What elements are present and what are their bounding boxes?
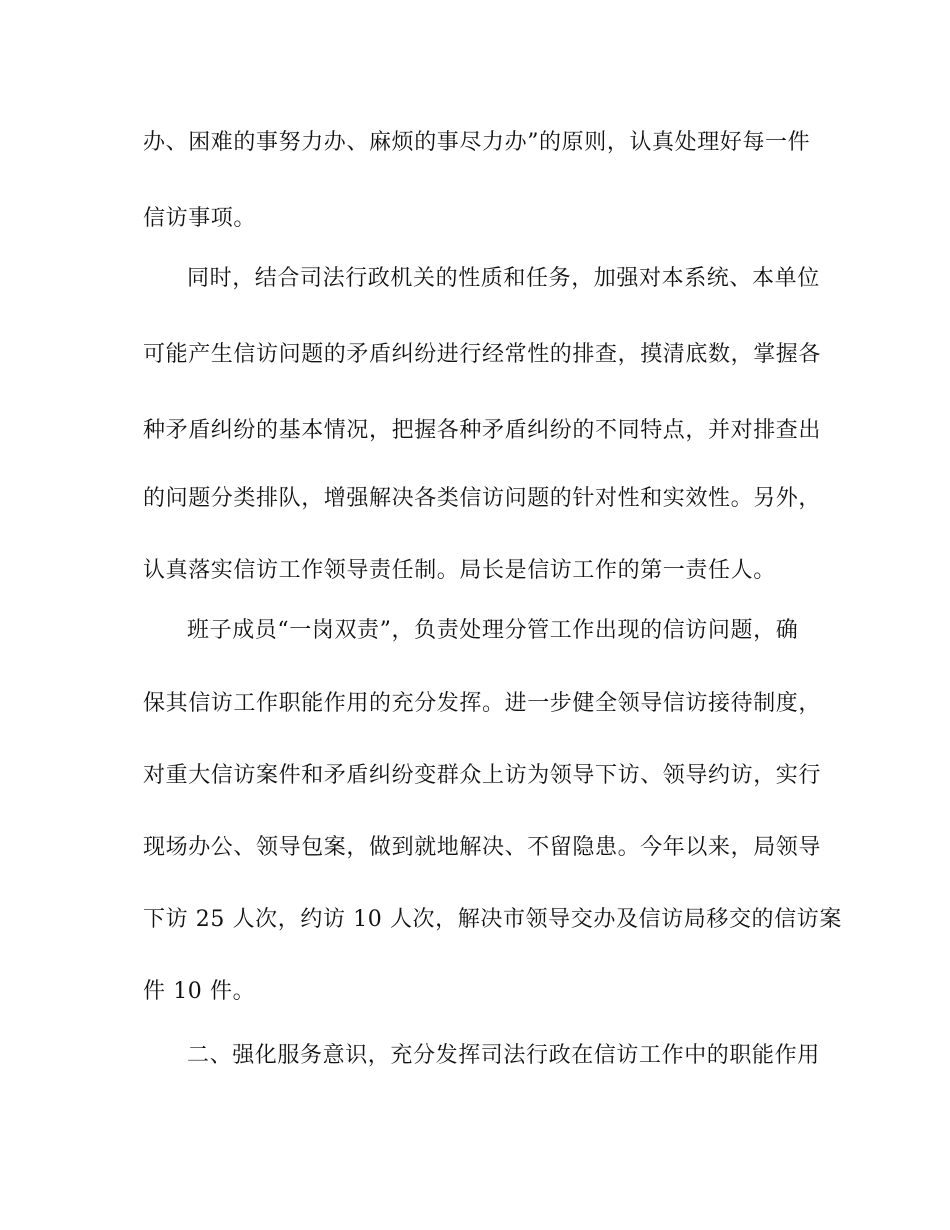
- text-line: 的问题分类排队，增强解决各类信访问题的针对性和实效性。另外，: [143, 486, 822, 511]
- text-line: 下访 25 人次，约访 10 人次，解决市领导交办及信访局移交的信访案: [143, 907, 842, 932]
- paragraph-start-line: 同时，结合司法行政机关的性质和任务，加强对本系统、本单位: [187, 266, 820, 291]
- text-line: 保其信访工作职能作用的充分发挥。进一步健全领导信访接待制度，: [143, 691, 822, 716]
- text-line: 对重大信访案件和矛盾纠纷变群众上访为领导下访、领导约访，实行: [143, 763, 822, 788]
- section-heading: 二、强化服务意识，充分发挥司法行政在信访工作中的职能作用: [187, 1043, 820, 1068]
- text-line: 种矛盾纠纷的基本情况，把握各种矛盾纠纷的不同特点，并对排查出: [143, 418, 822, 443]
- text-line: 认真落实信访工作领导责任制。局长是信访工作的第一责任人。: [143, 558, 776, 583]
- text-line: 现场办公、领导包案，做到就地解决、不留隐患。今年以来，局领导: [143, 835, 822, 860]
- paragraph-start-line: 班子成员“一岗双责”，负责处理分管工作出现的信访问题，确: [187, 618, 799, 643]
- text-line: 件 10 件。: [143, 979, 256, 1004]
- text-line: 可能产生信访问题的矛盾纠纷进行经常性的排查，摸清底数，掌握各: [143, 342, 822, 367]
- text-line: 办、困难的事努力办、麻烦的事尽力办”的原则，认真处理好每一件: [143, 130, 811, 155]
- text-line: 信访事项。: [143, 206, 257, 231]
